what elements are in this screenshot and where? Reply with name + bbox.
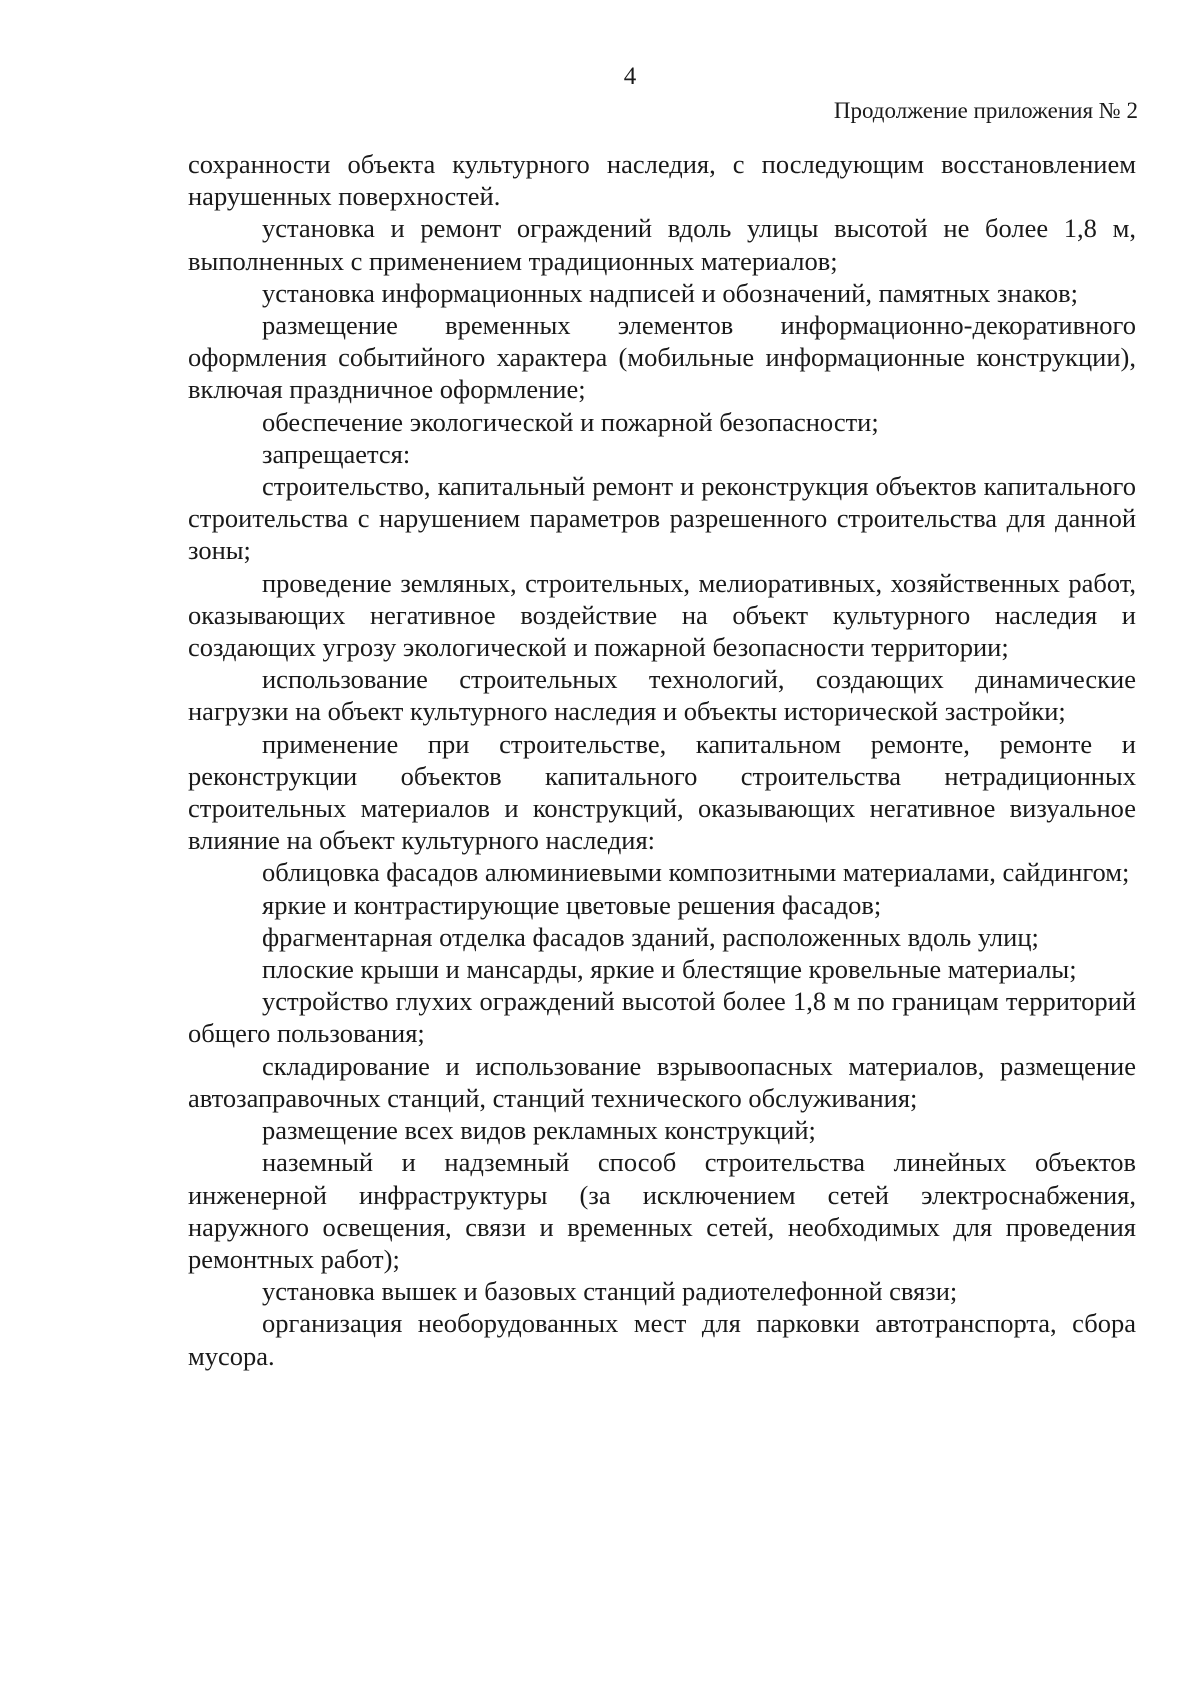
paragraph: плоские крыши и мансарды, яркие и блестящие кровельные материалы; xyxy=(262,954,1077,985)
paragraph: сохранности объекта культурного наследия, с последующим восстановлением нарушенных поверхностей. xyxy=(188,149,1136,212)
paragraph: яркие и контрастирующие цветовые решения фасадов; xyxy=(262,889,882,920)
paragraph: организация необорудованных мест для парковки автотранспорта, сбора мусора. xyxy=(188,1308,1136,1371)
paragraph: размещение всех видов рекламных конструкций; xyxy=(262,1115,816,1146)
paragraph: установка информационных надписей и обозначений, памятных знаков; xyxy=(262,277,1079,308)
paragraph: наземный и надземный способ строительства линейных объектов инженерной инфраструктуры (за исключением сетей электроснабжения, наружного освещения, связи и временных сетей, необходимых для проведения ремонтных работ); xyxy=(188,1147,1136,1274)
page-number: 4 xyxy=(623,63,637,90)
paragraph: складирование и использование взрывоопасных материалов, размещение автозаправочных станций, станций технического обслуживания; xyxy=(188,1050,1136,1113)
paragraph: устройство глухих ограждений высотой более 1,8 м по границам территорий общего пользования; xyxy=(188,986,1136,1049)
paragraph: запрещается: xyxy=(262,438,411,469)
paragraph: облицовка фасадов алюминиевыми композитными материалами, сайдингом; xyxy=(262,857,1130,888)
paragraph: применение при строительстве, капитальном ремонте, ремонте и реконструкции объектов капитального строительства нетрадиционных строительных материалов и конструкций, оказывающих негативное визуальное влияние на объект культурного наследия: xyxy=(188,728,1136,856)
paragraph: фрагментарная отделка фасадов зданий, расположенных вдоль улиц; xyxy=(262,921,1039,952)
paragraph: проведение земляных, строительных, мелиоративных, хозяйственных работ, оказывающих негативное воздействие на объект культурного наследия и создающих угрозу экологической и пожарной безопасности территории; xyxy=(188,567,1136,663)
paragraph: обеспечение экологической и пожарной безопасности; xyxy=(262,406,879,437)
paragraph: размещение временных элементов информационно-декоративного оформления событийного характера (мобильные информационные конструкции), включая праздничное оформление; xyxy=(188,310,1136,405)
document-body xyxy=(188,148,1136,1372)
appendix-continuation-header: Продолжение приложения № 2 xyxy=(833,98,1138,123)
paragraph: строительство, капитальный ремонт и реконструкция объектов капитального строительства с нарушением параметров разрешенного строительства для данной зоны; xyxy=(188,471,1136,566)
paragraph: установка вышек и базовых станций радиотелефонной связи; xyxy=(262,1276,958,1307)
paragraph: установка и ремонт ограждений вдоль улицы высотой не более 1,8 м, выполненных с применением традиционных материалов; xyxy=(188,213,1136,276)
paragraph: использование строительных технологий, создающих динамические нагрузки на объект культурного наследия и объекты исторической застройки; xyxy=(188,664,1136,727)
